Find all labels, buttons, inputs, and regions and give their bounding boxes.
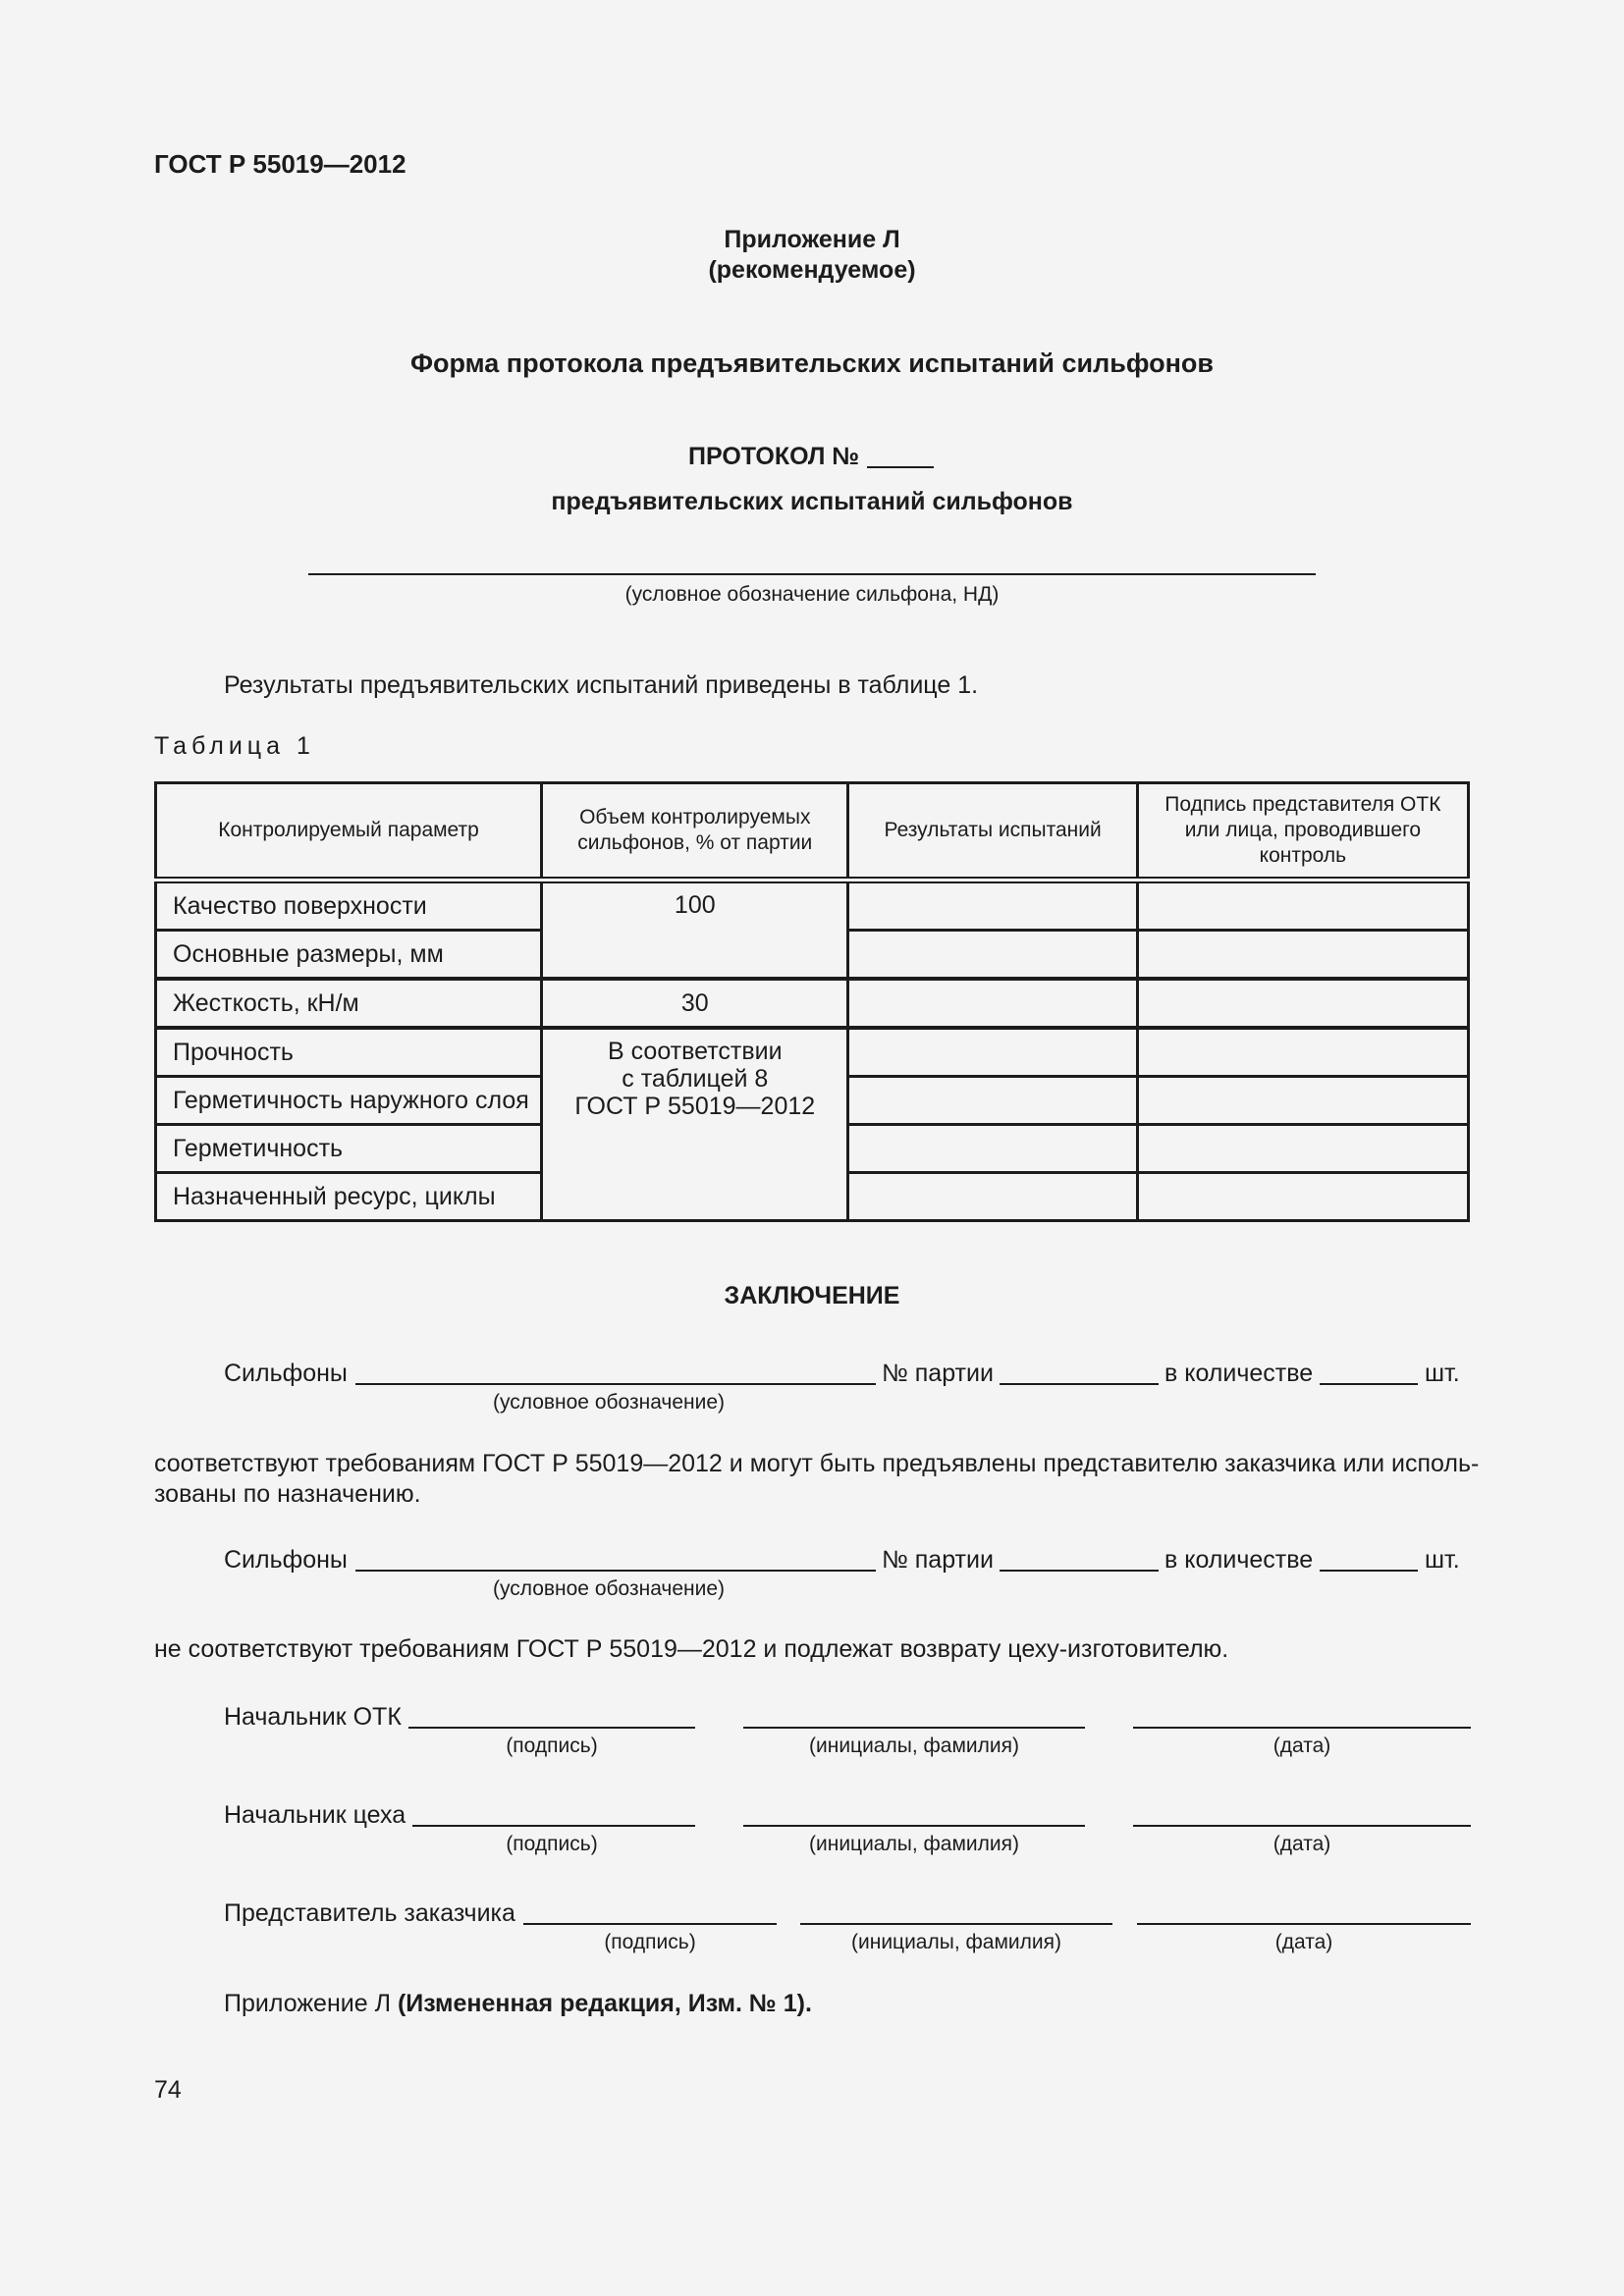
customer-signature-field[interactable] [523, 1923, 777, 1925]
table-header-row [156, 783, 1469, 881]
signature-caption: (подпись) [506, 1735, 598, 1757]
column-header-results: Результаты испытаний [848, 783, 1137, 881]
name-caption: (инициалы, фамилия) [809, 1833, 1019, 1855]
name-caption: (инициалы, фамилия) [809, 1735, 1019, 1757]
appendix-title: Приложение Л [724, 226, 900, 253]
customer-date-field[interactable] [1137, 1923, 1471, 1925]
bellows-label: Сильфоны [224, 1546, 348, 1574]
signature-cell[interactable] [1137, 1173, 1468, 1221]
param-cell: Жесткость, кН/м [156, 979, 542, 1028]
date-caption: (дата) [1274, 1931, 1333, 1953]
results-cell[interactable] [848, 1077, 1137, 1125]
customer-name-field[interactable] [800, 1923, 1112, 1925]
unit-label: шт. [1425, 1546, 1460, 1574]
otk-date-field[interactable] [1133, 1727, 1471, 1729]
amendment-bold: (Измененная редакция, Изм. № 1). [397, 1990, 812, 2017]
quantity-field[interactable] [1320, 1383, 1418, 1385]
param-cell: Качество поверхности [156, 881, 542, 931]
signature-cell[interactable] [1137, 1028, 1468, 1077]
batch-label: № партии [882, 1546, 994, 1574]
results-cell[interactable] [848, 881, 1137, 931]
unit-label: шт. [1425, 1360, 1460, 1387]
column-header-signature: Подпись представителя ОТК или лица, проводившего контроль [1137, 783, 1468, 881]
document-standard-header: ГОСТ Р 55019—2012 [154, 149, 406, 179]
volume-cell: 30 [542, 979, 848, 1028]
param-cell: Назначенный ресурс, циклы [156, 1173, 542, 1221]
results-cell[interactable] [848, 979, 1137, 1028]
volume-cell: В соответствии с таблицей 8 ГОСТ Р 55019—2012 [542, 1028, 848, 1221]
designation-caption: (условное обозначение сильфона, НД) [624, 583, 1000, 606]
param-cell: Основные размеры, мм [156, 931, 542, 980]
table-row [156, 1028, 1469, 1077]
noncompliant-text: не соответствуют требованиям ГОСТ Р 55019—2012 и подлежат возврату цеху-изготовителю. [154, 1635, 1229, 1663]
conclusion-title: ЗАКЛЮЧЕНИЕ [724, 1282, 900, 1309]
signature-cell[interactable] [1137, 1077, 1468, 1125]
param-cell: Герметичность [156, 1125, 542, 1173]
otk-signature-field[interactable] [408, 1727, 695, 1729]
column-header-parameter: Контролируемый параметр [156, 783, 542, 881]
signature-caption: (подпись) [604, 1931, 696, 1953]
batch-number-field[interactable] [1000, 1383, 1159, 1385]
signature-cell[interactable] [1137, 979, 1468, 1028]
protocol-subtitle: предъявительских испытаний сильфонов [551, 488, 1073, 515]
results-cell[interactable] [848, 1173, 1137, 1221]
otk-head-label: Начальник ОТК [224, 1703, 402, 1731]
designation-line [308, 573, 1316, 575]
protocol-title: ПРОТОКОЛ № [688, 443, 860, 470]
page-number: 74 [154, 2076, 182, 2104]
signature-cell[interactable] [1137, 881, 1468, 931]
otk-name-field[interactable] [743, 1727, 1085, 1729]
bellows-designation-field[interactable] [355, 1570, 876, 1572]
bellows-designation-caption: (условное обозначение) [492, 1391, 726, 1414]
table-row [156, 881, 1469, 931]
amendment-note [224, 1990, 812, 2018]
appendix-heading: Форма протокола предъявительских испытаний сильфонов [409, 348, 1215, 378]
batch-label: № партии [882, 1360, 994, 1387]
quantity-label: в количестве [1164, 1546, 1314, 1574]
amendment-prefix: Приложение Л [224, 1990, 398, 2017]
quantity-label: в количестве [1164, 1360, 1314, 1387]
compliant-text-line-1: соответствуют требованиям ГОСТ Р 55019—2012 и могут быть предъявлены представителю заказчика или исполь- [154, 1450, 1480, 1477]
bellows-designation-field[interactable] [355, 1383, 876, 1385]
appendix-status: (рекомендуемое) [708, 256, 916, 284]
protocol-number-line [867, 466, 934, 468]
date-caption: (дата) [1272, 1833, 1331, 1855]
shop-signature-field[interactable] [412, 1825, 695, 1827]
date-caption: (дата) [1272, 1735, 1331, 1757]
customer-rep-label: Представитель заказчика [224, 1899, 515, 1927]
shop-head-label: Начальник цеха [224, 1801, 406, 1829]
signature-cell[interactable] [1137, 1125, 1468, 1173]
bellows-label: Сильфоны [224, 1360, 348, 1387]
table-row [156, 979, 1469, 1028]
batch-number-field[interactable] [1000, 1570, 1159, 1572]
quantity-field[interactable] [1320, 1570, 1418, 1572]
results-cell[interactable] [848, 931, 1137, 980]
compliant-text-line-2: зованы по назначению. [154, 1480, 421, 1508]
results-cell[interactable] [848, 1125, 1137, 1173]
bellows-designation-caption: (условное обозначение) [492, 1577, 726, 1600]
param-cell: Герметичность наружного слоя [156, 1077, 542, 1125]
name-caption: (инициалы, фамилия) [851, 1931, 1061, 1953]
signature-caption: (подпись) [506, 1833, 598, 1855]
volume-cell: 100 [542, 881, 848, 980]
intro-text: Результаты предъявительских испытаний приведены в таблице 1. [224, 671, 979, 699]
shop-date-field[interactable] [1133, 1825, 1471, 1827]
results-table [154, 781, 1470, 1222]
param-cell: Прочность [156, 1028, 542, 1077]
shop-name-field[interactable] [743, 1825, 1085, 1827]
signature-cell[interactable] [1137, 931, 1468, 980]
results-cell[interactable] [848, 1028, 1137, 1077]
column-header-volume: Объем контролируемых сильфонов, % от партии [542, 783, 848, 881]
table-label: Таблица 1 [154, 732, 315, 760]
